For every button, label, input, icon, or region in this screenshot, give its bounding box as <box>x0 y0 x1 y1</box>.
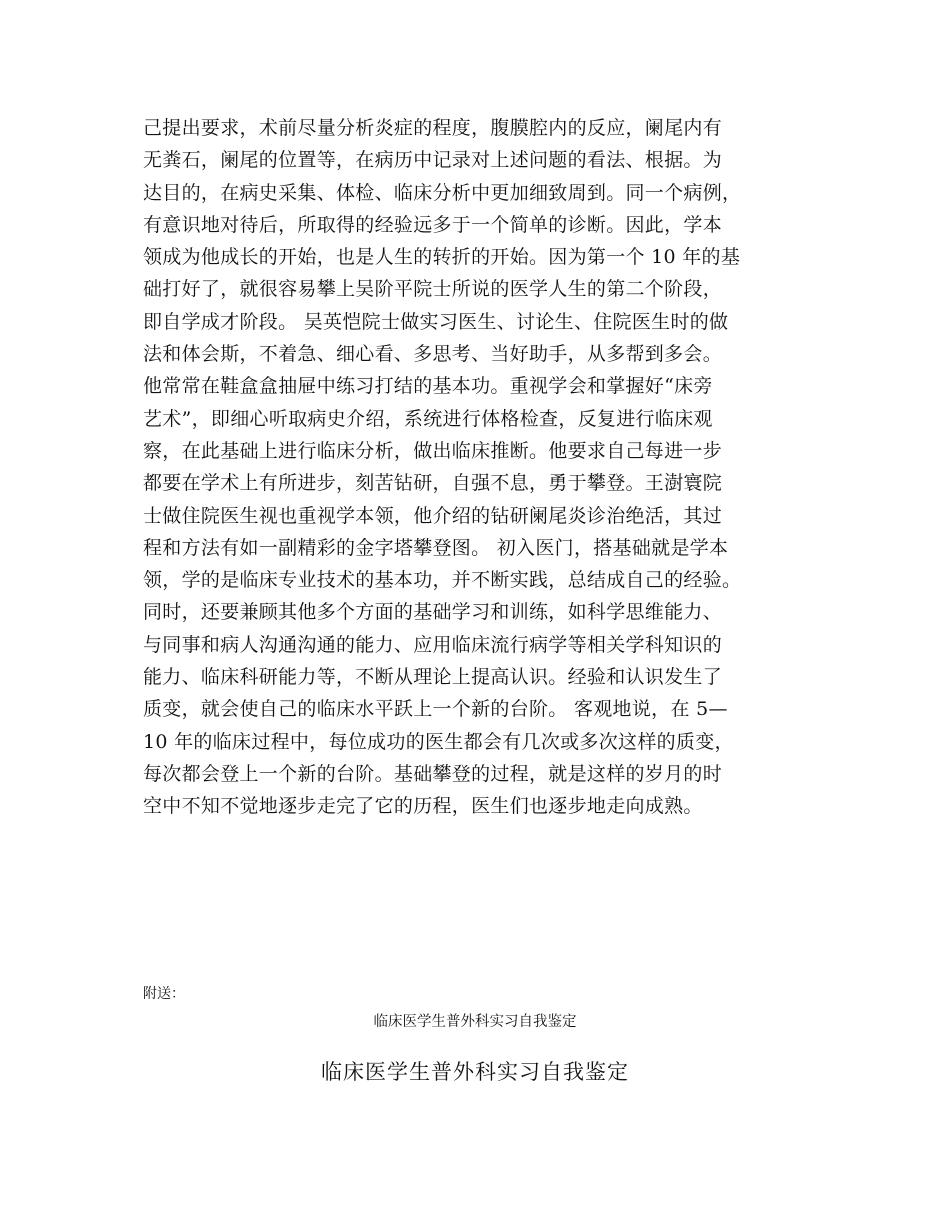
appendix-label: 附送： <box>143 986 185 1002</box>
text-line: 质变，就会使自己的临床水平跃上一个新的台阶。 客观地说，在 5— <box>143 698 728 721</box>
text-line: 他常常在鞋盒盒抽屉中练习打结的基本功。重视学会和掌握好“床旁 <box>143 375 713 398</box>
text-line: 10 年的临床过程中，每位成功的医生都会有几次或多次这样的质变， <box>143 730 734 753</box>
appendix-small-title: 临床医学生普外科实习自我鉴定 <box>373 1014 577 1030</box>
body-paragraph <box>143 112 813 823</box>
text-line: 都要在学术上有所进步，刻苦钻研，自强不息，勇于攀登。王澍寰院 <box>143 472 723 495</box>
text-line: 空中不知不觉地逐步走完了它的历程，医生们也逐步地走向成熟。 <box>143 795 703 818</box>
text-line: 察，在此基础上进行临床分析，做出临床推断。他要求自己每进一步 <box>143 439 723 462</box>
text-line: 领成为他成长的开始，也是人生的转折的开始。因为第一个 10 年的基 <box>143 246 741 269</box>
text-line: 每次都会登上一个新的台阶。基础攀登的过程，就是这样的岁月的时 <box>143 762 723 785</box>
text-line: 己提出要求，术前尽量分析炎症的程度，腹膜腔内的反应，阑尾内有 <box>143 117 723 139</box>
appendix-big-title: 临床医学生普外科实习自我鉴定 <box>321 1060 629 1084</box>
text-line: 士做住院医生视也重视学本领，他介绍的钻研阑尾炎诊治绝活，其过 <box>143 504 723 527</box>
text-line: 同时，还要兼顾其他多个方面的基础学习和训练，如科学思维能力、 <box>143 601 723 624</box>
text-line: 础打好了，就很容易攀上吴阶平院士所说的医学人生的第二个阶段， <box>143 278 723 301</box>
text-line: 与同事和病人沟通沟通的能力、应用临床流行病学等相关学科知识的 <box>143 633 723 656</box>
text-line: 能力、临床科研能力等，不断从理论上提高认识。经验和认识发生了 <box>143 666 723 689</box>
text-line: 即自学成才阶段。 吴英恺院士做实习医生、讨论生、住院医生时的做 <box>143 310 729 333</box>
text-line: 程和方法有如一副精彩的金字塔攀登图。 初入医门，搭基础就是学本 <box>143 536 729 559</box>
text-line: 艺术”，即细心听取病史介绍，系统进行体格检查，反复进行临床观 <box>143 407 713 430</box>
text-line: 达目的，在病史采集、体检、临床分析中更加细致周到。同一个病例， <box>143 181 742 204</box>
text-line: 法和体会斯，不着急、细心看、多思考、当好助手，从多帮到多会。 <box>143 343 723 366</box>
text-line: 有意识地对待后，所取得的经验远多于一个简单的诊断。因此，学本 <box>143 213 723 236</box>
text-line: 领，学的是临床专业技术的基本功，并不断实践，总结成自己的经验。 <box>143 569 742 592</box>
text-line: 无粪石，阑尾的位置等，在病历中记录对上述问题的看法、根据。为 <box>143 149 723 172</box>
